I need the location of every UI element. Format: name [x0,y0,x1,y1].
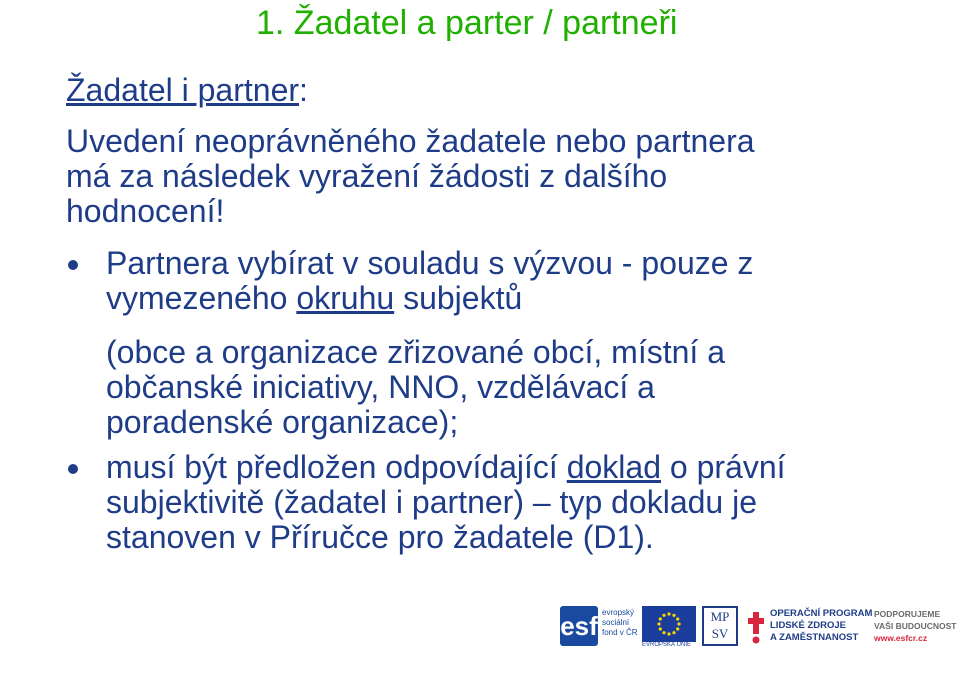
support-web-link[interactable]: www.esfcr.cz [874,633,928,643]
support-text-line: PODPORUJEME [874,609,941,619]
op-text-line: LIDSKÉ ZDROJE [770,620,847,631]
bullet-2-line: subjektivitě (žadatel i partner) – typ dokladu je [106,484,758,520]
lead-paragraph [66,124,755,229]
lead-line: hodnocení! [66,193,225,229]
bullet-2-line: stanoven v Příručce pro žadatele (D1). [106,519,654,555]
support-text [874,608,957,644]
op-text-line: A ZAMĚSTNANOST [770,632,859,643]
eu-flag-icon [642,606,696,642]
slide-title: 1. Žadatel a parter / partneři [256,4,678,42]
section-heading-underlined: Žadatel i partner [66,72,300,108]
continuation-line: poradenské organizace); [106,404,459,440]
bullet-1-text: vymezeného [106,280,297,316]
bullet-item-1 [106,246,753,316]
esf-text-line: evropský [602,608,635,617]
lead-line: má za následek vyražení žádosti z dalšího [66,158,668,194]
mpsv-logo [702,606,738,646]
bullet-1-text-end: subjektů [394,280,523,316]
section-heading-colon: : [299,72,308,108]
bullet-1-line: Partnera vybírat v souladu s výzvou - pouze z [106,245,754,281]
bullet-2-underlined-word: doklad [566,449,661,485]
bullet-1-continuation [106,335,725,440]
esf-text-line: fond v ČR [602,628,638,637]
mpsv-bottom: SV [711,626,729,641]
section-heading [66,72,308,109]
op-text-line: OPERAČNÍ PROGRAM [770,608,873,619]
eu-logo-text: EVROPSKÁ UNIE [642,642,692,648]
logo-bar [560,606,955,650]
bullet-dot-1 [68,260,78,270]
bullet-2-text: musí být předložen odpovídající [106,449,567,485]
mpsv-top: MP [710,609,730,624]
esf-logo-icon: esf [560,606,598,646]
support-text-line: VAŠI BUDOUCNOST [874,621,957,631]
continuation-line: občanské iniciativy, NNO, vzdělávací a [106,369,655,405]
op-lzz-text [770,608,872,644]
bullet-item-2 [106,450,786,555]
lead-line: Uvedení neoprávněného žadatele nebo partnera [66,123,755,159]
esf-logo-text [602,608,638,638]
bullet-dot-2 [68,464,78,474]
bullet-1-underlined-word: okruhu [296,280,395,316]
bullet-2-line-1 [106,450,786,485]
esf-text-line: sociální [602,618,630,627]
bullet-1-line-2 [106,281,753,316]
bullet-2-text-end: o právní [661,449,786,485]
continuation-line: (obce a organizace zřizované obcí, místní a [106,334,725,370]
op-lzz-cross-icon [746,606,766,646]
